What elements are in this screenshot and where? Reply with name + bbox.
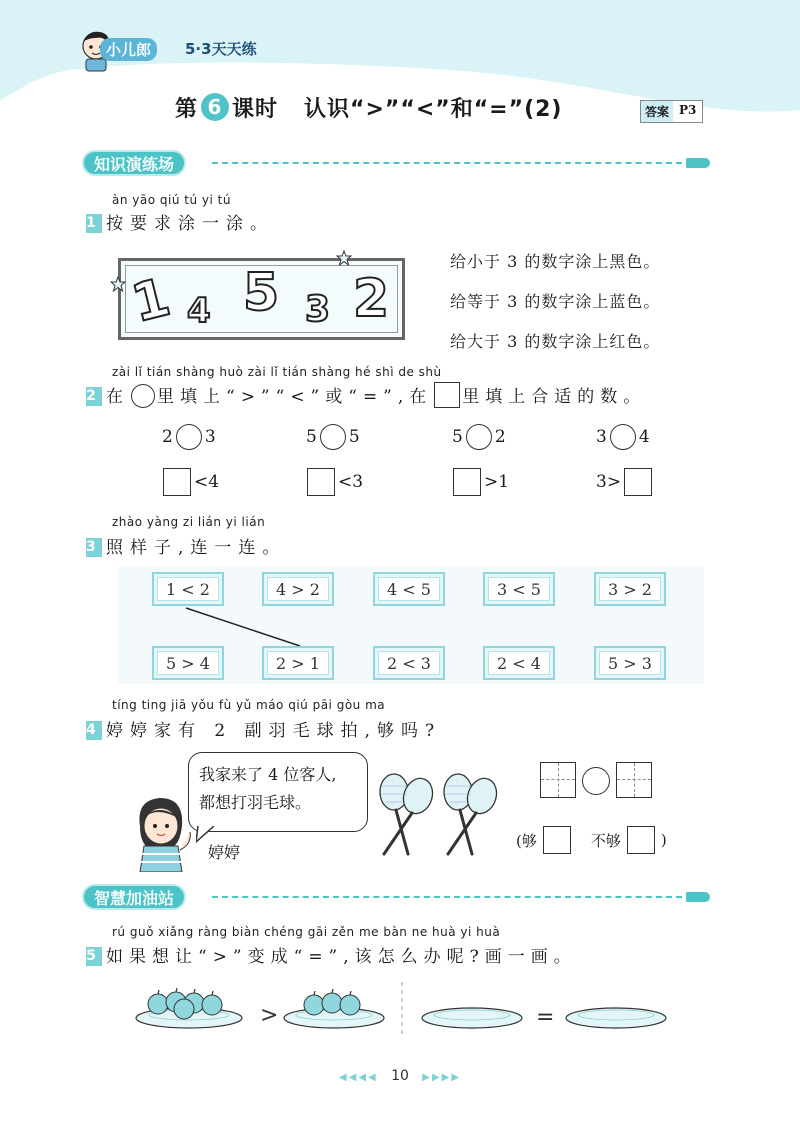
close-paren: ) — [660, 831, 667, 849]
q1-digit-frame — [118, 258, 405, 340]
q3-top-card[interactable] — [152, 572, 224, 606]
q3-bottom-card[interactable] — [373, 646, 445, 680]
q3-card-text: 4 > 2 — [267, 577, 329, 601]
q5-op-greater: > — [260, 1003, 279, 1028]
q2-row2-item — [304, 468, 363, 496]
q2-answer-circle[interactable] — [176, 424, 202, 450]
apple-plate-right — [284, 989, 384, 1028]
q2-box-icon — [434, 382, 460, 408]
q3-pinyin: zhào yàng zi lián yi lián — [112, 515, 266, 529]
q2-num: 3 — [352, 472, 364, 492]
q3-card-text: 2 < 3 — [378, 651, 440, 675]
q2-answer-circle[interactable] — [320, 424, 346, 450]
q2-row1-item — [306, 424, 360, 450]
q4-prompt — [86, 716, 441, 741]
enough-checkbox[interactable] — [543, 826, 571, 854]
q3-top-card[interactable] — [262, 572, 334, 606]
q5-prompt — [86, 942, 577, 967]
q5-pinyin: rú guǒ xiǎng ràng biàn chéng gāi zěn me bàn ne huà yi huà — [112, 925, 501, 939]
answer-tag — [640, 100, 703, 123]
empty-plate-right — [566, 1008, 666, 1028]
speech-line-2: 都想打羽毛球。 — [199, 793, 312, 812]
pencil-icon — [686, 892, 710, 902]
q4-answer-box-right[interactable] — [616, 762, 652, 798]
q2-op: > — [484, 472, 499, 492]
q1-text: 按要求涂一涂。 — [106, 214, 274, 234]
answer-label: 答案 — [641, 101, 673, 122]
q4-number: 4 — [86, 722, 103, 738]
speech-bubble — [188, 752, 368, 832]
q2-circle-icon — [131, 384, 155, 408]
enough-label: (够 — [516, 831, 537, 850]
pencil-icon — [686, 158, 710, 168]
q4-answer-box-left[interactable] — [540, 762, 576, 798]
q4-choice-row — [516, 826, 667, 854]
q2-num: 4 — [208, 472, 220, 492]
q2-num: 5 — [348, 427, 360, 447]
q2-row1-item — [596, 424, 650, 450]
speech-line-1: 我家来了 4 位客人, — [199, 765, 337, 784]
q2-num: 3 — [596, 472, 607, 492]
q2-row2-item — [160, 468, 219, 496]
q3-bottom-card[interactable] — [483, 646, 555, 680]
grid-guide — [541, 779, 575, 780]
q3-card-text: 4 < 5 — [378, 577, 440, 601]
q2-answer-box[interactable] — [307, 468, 335, 496]
q3-top-card[interactable] — [594, 572, 666, 606]
q3-card-text: 2 > 1 — [267, 651, 329, 675]
q2-num: 5 — [452, 427, 463, 447]
not-enough-checkbox[interactable] — [627, 826, 655, 854]
q1-digit-3[interactable]: 3 — [305, 289, 331, 330]
q2-answer-circle[interactable] — [466, 424, 492, 450]
not-enough-label: 不够 — [590, 831, 621, 850]
q4-text: 婷婷家有 2 副羽毛球拍,够吗? — [106, 721, 442, 741]
empty-plate-left — [422, 1008, 522, 1028]
q3-card-text: 5 > 4 — [157, 651, 219, 675]
q1-instruction-blue: 给等于 3 的数字涂上蓝色。 — [450, 292, 661, 311]
q3-bottom-card[interactable] — [262, 646, 334, 680]
lesson-prefix: 第 — [175, 97, 199, 122]
q2-op: < — [338, 472, 353, 492]
q2-answer-box[interactable] — [453, 468, 481, 496]
q1-instruction-red: 给大于 3 的数字涂上红色。 — [450, 332, 661, 351]
q2-num: 1 — [498, 472, 510, 492]
q1-digit-5[interactable]: 5 — [243, 263, 280, 323]
q3-prompt — [86, 533, 286, 558]
q3-card-text: 1 < 2 — [157, 577, 219, 601]
q1-number: 1 — [86, 215, 103, 231]
q4-pinyin: tíng ting jiā yǒu fù yǔ máo qiú pāi gòu ma — [112, 698, 386, 712]
q3-top-card[interactable] — [373, 572, 445, 606]
q5-number: 5 — [86, 948, 102, 964]
q5-plates-area — [134, 982, 714, 1038]
q1-digit-4[interactable]: 4 — [187, 291, 211, 331]
lesson-topic: 认识“>”“<”和“=”(2) — [304, 97, 563, 122]
page-number — [0, 1068, 800, 1084]
section-practice-banner — [82, 150, 712, 180]
q3-card-text: 2 < 4 — [488, 651, 550, 675]
page-number-text: 10 — [391, 1068, 409, 1084]
q2-num: 2 — [494, 427, 506, 447]
q3-bottom-card[interactable] — [152, 646, 224, 680]
section-divider — [212, 162, 682, 164]
section-wisdom-banner — [82, 884, 712, 914]
girl-name-label: 婷婷 — [208, 843, 241, 862]
q4-compare-circle[interactable] — [582, 767, 610, 795]
badminton-rackets-icon — [372, 768, 512, 860]
q2-pinyin: zài lǐ tián shàng huò zài lǐ tián shàng hé shì de shù — [112, 365, 442, 379]
q2-op: < — [194, 472, 209, 492]
brand-name: 5·3天天练 — [185, 40, 257, 58]
q2-row1-item — [452, 424, 506, 450]
q2-answer-circle[interactable] — [610, 424, 636, 450]
q2-answer-box[interactable] — [624, 468, 652, 496]
section-wisdom-label: 智慧加油站 — [82, 884, 186, 910]
q2-num: 4 — [638, 427, 650, 447]
q2-answer-box[interactable] — [163, 468, 191, 496]
star-icon — [336, 250, 352, 266]
brand-logo: 小儿郎 — [100, 38, 157, 61]
left-arrows-icon: ◀◀◀◀ — [338, 1072, 378, 1083]
q5-text: 如果想让“>”变成“=”,该怎么办呢?画一画。 — [106, 947, 577, 967]
q1-pinyin: àn yāo qiú tú yi tú — [112, 193, 231, 207]
q5-op-equal: = — [536, 1005, 555, 1030]
lesson-suffix: 课时 — [232, 97, 279, 122]
section-divider — [212, 896, 682, 898]
q3-text: 照样子,连一连。 — [106, 538, 287, 558]
q2-row2-item — [450, 468, 509, 496]
q3-card-text: 3 > 2 — [599, 577, 661, 601]
lesson-number-badge: 6 — [201, 93, 229, 121]
q2-row2-item — [596, 468, 655, 496]
q3-top-card[interactable] — [483, 572, 555, 606]
q1-digit-2[interactable]: 2 — [353, 269, 390, 329]
answer-page: P3 — [679, 103, 697, 117]
q2-op: > — [606, 472, 622, 492]
q2-num: 3 — [204, 427, 216, 447]
q2-text-b: 里填上“>”“<”或“=”,在 — [157, 387, 433, 407]
q2-text-c: 里填上合适的数。 — [462, 387, 647, 407]
q1-instruction-black: 给小于 3 的数字涂上黑色。 — [450, 252, 661, 271]
apple-plate-left — [136, 988, 242, 1028]
star-icon — [110, 276, 126, 292]
q3-number: 3 — [86, 539, 103, 555]
q3-bottom-card[interactable] — [594, 646, 666, 680]
q1-prompt — [86, 209, 274, 234]
q3-card-text: 5 > 3 — [599, 651, 661, 675]
right-arrows-icon: ▶▶▶▶ — [422, 1072, 462, 1083]
q2-num: 3 — [596, 427, 607, 447]
q2-number: 2 — [86, 388, 102, 404]
q1-digit-1[interactable]: 1 — [126, 267, 176, 335]
q2-prompt — [86, 382, 646, 408]
q3-card-text: 3 < 5 — [488, 577, 550, 601]
q3-panel — [118, 566, 704, 684]
grid-guide — [558, 763, 559, 797]
grid-guide — [617, 779, 651, 780]
grid-guide — [634, 763, 635, 797]
q2-num: 5 — [306, 427, 317, 447]
section-practice-label: 知识演练场 — [82, 150, 186, 176]
q2-num: 2 — [162, 427, 173, 447]
lesson-title — [175, 92, 563, 123]
q2-text-a: 在 — [106, 387, 129, 407]
q2-row1-item — [162, 424, 216, 450]
